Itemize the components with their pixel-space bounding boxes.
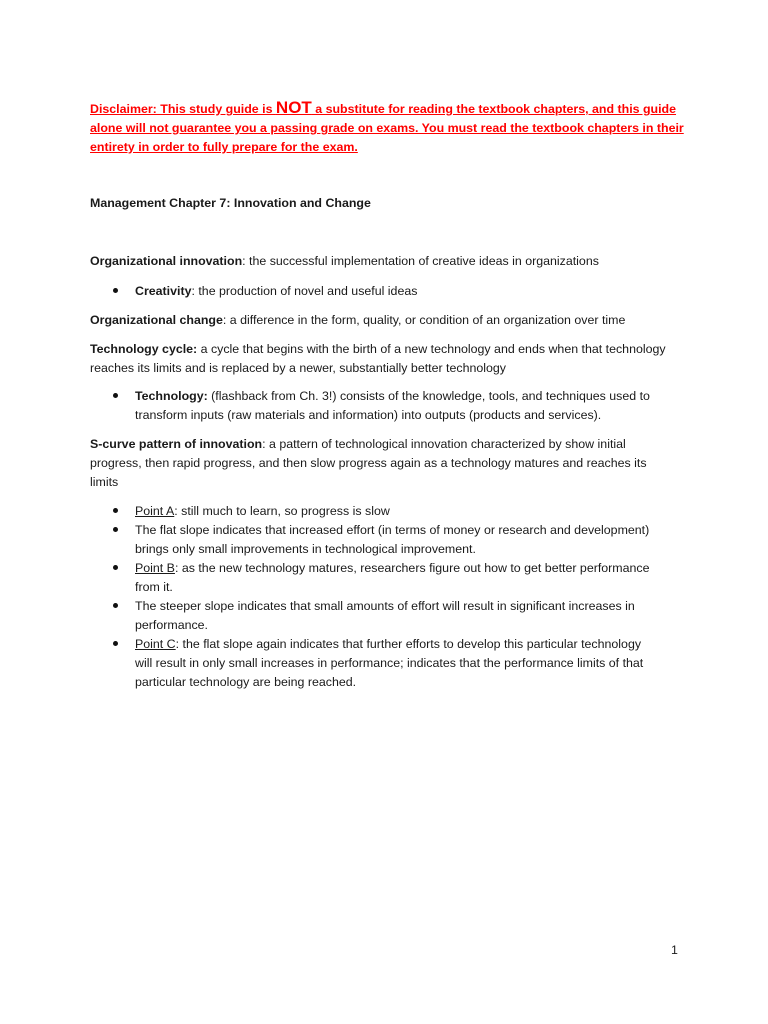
term: S-curve pattern of innovation (90, 437, 263, 451)
org-innovation-definition (90, 252, 599, 271)
bullet-icon (113, 641, 118, 646)
term: Technology: (135, 389, 208, 403)
bullet-icon (113, 565, 118, 570)
point-b-line-1 (135, 559, 650, 578)
technology-line-2: transform inputs (raw materials and information) into outputs (products and services). (135, 408, 602, 422)
tech-cycle-line-1 (90, 340, 666, 359)
chapter-title: Management Chapter 7: Innovation and Change (90, 196, 371, 210)
creativity-definition (135, 282, 417, 301)
disclaimer-not: NOT (275, 98, 312, 117)
bullet-icon (113, 393, 118, 398)
point-b-line-2: from it. (135, 580, 173, 594)
bullet-icon (113, 527, 118, 532)
disclaimer-line-3: entirety in order to fully prepare for the exam. (90, 140, 358, 154)
point-c-line-3: particular technology are being reached. (135, 675, 357, 689)
disclaimer (90, 98, 690, 157)
point-c-label: Point C (135, 637, 176, 651)
term: Organizational change (90, 313, 223, 327)
point-a-label: Point A (135, 504, 175, 518)
s-curve-line-2: progress, then rapid progress, and then slow progress again as a technology matures and reaches its (90, 456, 647, 470)
definition: : the production of novel and useful ideas (191, 284, 418, 298)
steep-slope-line-1: The steeper slope indicates that small amounts of effort will result in significant increases in (135, 599, 635, 613)
bullet-icon (113, 603, 118, 608)
flat-slope-line-2: brings only small improvements in technological improvement. (135, 542, 476, 556)
term: Technology cycle: (90, 342, 198, 356)
definition: : a pattern of technological innovation characterized by show initial (262, 437, 626, 451)
steep-slope-line-2: performance. (135, 618, 209, 632)
point-a-item (135, 502, 390, 521)
page-number: 1 (671, 943, 678, 957)
disclaimer-line-2: alone will not guarantee you a passing grade on exams. You must read the textbook chapters in their (90, 121, 684, 135)
disclaimer-text-b: a substitute for reading the textbook chapters, and this guide (311, 102, 677, 116)
s-curve-line-1 (90, 435, 626, 454)
term: Organizational innovation (90, 254, 243, 268)
bullet-icon (113, 288, 118, 293)
disclaimer-line-1 (90, 98, 690, 119)
point-a-text: : still much to learn, so progress is slow (174, 504, 390, 518)
term: Creativity (135, 284, 192, 298)
point-b-label: Point B (135, 561, 175, 575)
org-change-definition (90, 311, 625, 330)
definition: : a difference in the form, quality, or condition of an organization over time (222, 313, 626, 327)
point-c-line-1 (135, 635, 641, 654)
tech-cycle-line-2: reaches its limits and is replaced by a newer, substantially better technology (90, 361, 506, 375)
point-b-text: : as the new technology matures, researchers figure out how to get better performance (174, 561, 650, 575)
point-c-text: : the flat slope again indicates that further efforts to develop this particular technology (175, 637, 642, 651)
bullet-icon (113, 508, 118, 513)
definition: a cycle that begins with the birth of a new technology and ends when that technology (197, 342, 666, 356)
s-curve-line-3: limits (90, 475, 119, 489)
definition: (flashback from Ch. 3!) consists of the knowledge, tools, and techniques used to (207, 389, 650, 403)
definition: : the successful implementation of creative ideas in organizations (242, 254, 599, 268)
flat-slope-line-1: The flat slope indicates that increased effort (in terms of money or research and development) (135, 523, 650, 537)
technology-line-1 (135, 387, 650, 406)
disclaimer-text-a: Disclaimer: This study guide is (90, 102, 276, 116)
point-c-line-2: will result in only small increases in performance; indicates that the performance limits of that (135, 656, 644, 670)
